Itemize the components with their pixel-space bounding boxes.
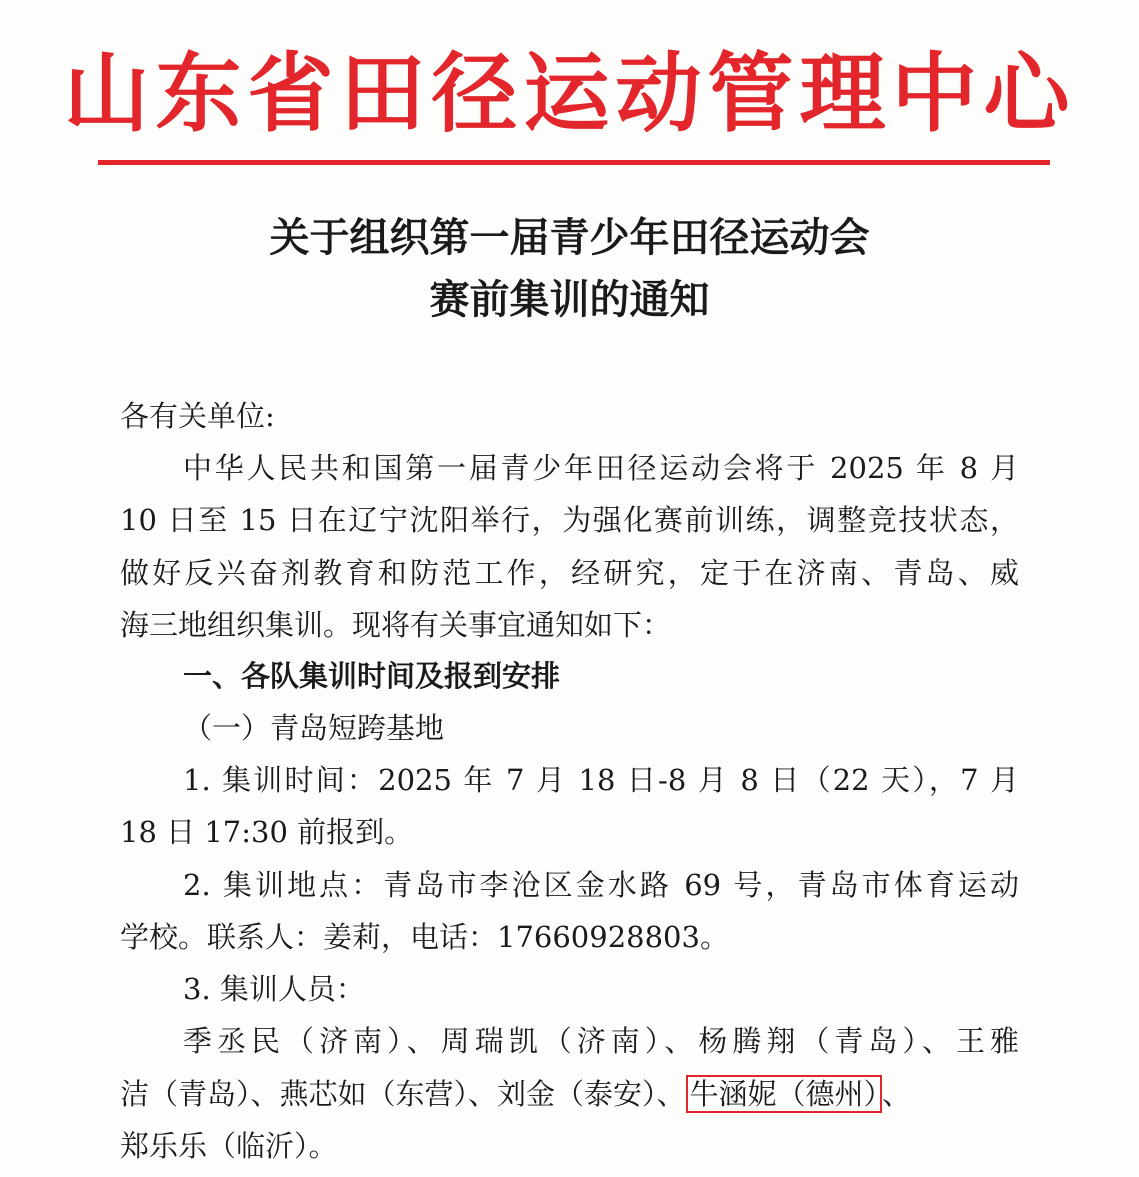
personnel-line-1: 季丞民（济南）、周瑞凯（济南）、杨腾翔（青岛）、王雅 <box>183 1024 1019 1058</box>
highlighted-name-box: 牛涵妮（德州） <box>686 1075 883 1113</box>
intro-line-3: 做好反兴奋剂教育和防范工作，经研究，定于在济南、青岛、威 <box>120 556 1019 590</box>
notice-title-line1: 关于组织第一届青少年田径运动会 <box>269 215 870 261</box>
personnel-line-2-post: 、 <box>882 1077 912 1111</box>
item2-line-2: 学校。联系人：姜莉，电话：17660928803。 <box>120 920 729 954</box>
item1-line-1: 1. 集训时间：2025 年 7 月 18 日-8 月 8 日（22 天），7 月 <box>183 763 1019 797</box>
item1-line-2: 18 日 17:30 前报到。 <box>120 815 414 849</box>
org-masthead: 山东省田径运动管理中心 <box>63 44 1076 144</box>
notice-title-line2: 赛前集训的通知 <box>429 277 710 323</box>
item2-line-1: 2. 集训地点：青岛市李沧区金水路 69 号，青岛市体育运动 <box>183 868 1019 902</box>
personnel-line-2 <box>120 1074 911 1114</box>
salutation: 各有关单位: <box>120 399 275 433</box>
intro-line-2: 10 日至 15 日在辽宁沈阳举行，为强化赛前训练，调整竞技状态， <box>120 503 1019 537</box>
masthead-divider <box>98 160 1050 165</box>
subsection-heading-qingdao: （一）青岛短跨基地 <box>183 711 445 745</box>
personnel-line-2-pre: 洁（青岛）、燕芯如（东营）、刘金（泰安）、 <box>120 1077 686 1111</box>
section-heading-1: 一、各队集训时间及报到安排 <box>183 659 561 693</box>
intro-line-1: 中华人民共和国第一届青少年田径运动会将于 2025 年 8 月 <box>183 451 1019 485</box>
intro-line-4: 海三地组织集训。现将有关事宜通知如下： <box>120 608 672 642</box>
item3-heading: 3. 集训人员： <box>183 972 365 1006</box>
personnel-line-3: 郑乐乐（临沂）。 <box>120 1129 338 1163</box>
